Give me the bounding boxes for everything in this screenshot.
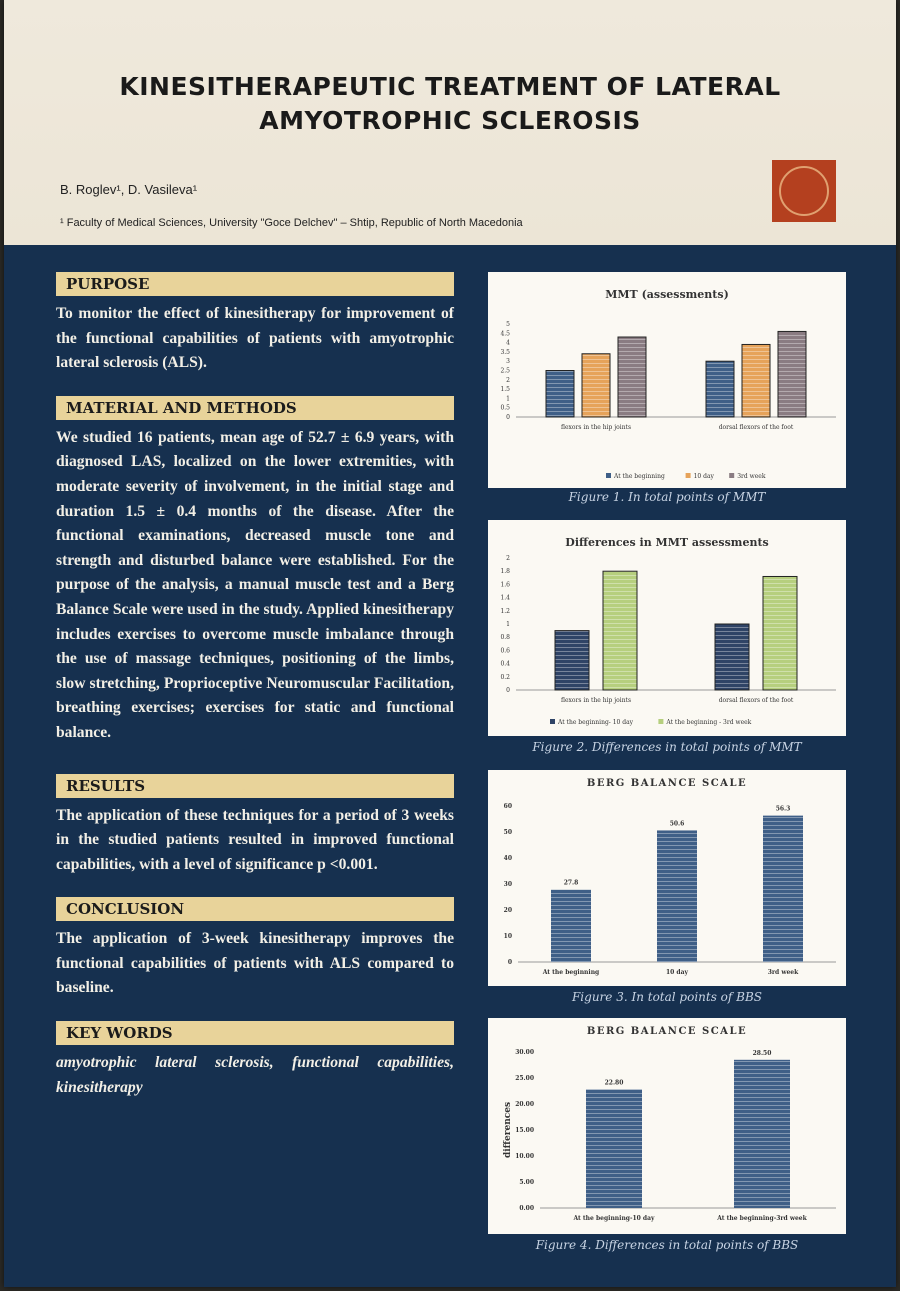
methods-heading: MATERIAL AND METHODS <box>56 396 454 420</box>
y-tick-label: 0.00 <box>519 1205 534 1212</box>
keywords-text: amyotrophic lateral sclerosis, functional capabilities, kinesitherapy <box>56 1054 454 1096</box>
y-tick-label: 60 <box>503 803 512 810</box>
bar <box>603 571 637 690</box>
keywords-section <box>56 1021 454 1100</box>
chart-title: Differences in MMT assessments <box>565 536 769 549</box>
y-tick-label: 0 <box>507 959 512 966</box>
data-label: 27.8 <box>563 879 579 887</box>
x-tick-label: flexors in the hip joints <box>560 424 632 431</box>
figure-3-caption: Figure 3. In total points of BBS <box>571 990 763 1004</box>
chart-bbs-differences <box>488 1018 846 1234</box>
bar <box>763 576 797 690</box>
y-tick-label: 1.5 <box>500 386 510 394</box>
title-line-2: AMYOTROPHIC SCLEROSIS <box>259 106 641 135</box>
y-tick-label: 50 <box>503 829 512 836</box>
bar <box>734 1060 790 1208</box>
keywords-heading: KEY WORDS <box>56 1021 454 1045</box>
bar <box>763 816 803 962</box>
chart-1-box <box>488 272 846 488</box>
x-tick-label: dorsal flexors of the foot <box>718 424 794 431</box>
chart-2-box <box>488 520 846 736</box>
chart-3-box <box>488 770 846 986</box>
y-tick-label: 5 <box>506 321 510 328</box>
bar <box>551 890 591 962</box>
bar <box>706 361 734 417</box>
university-logo <box>772 160 836 222</box>
legend-entry: At the beginning- 10 day <box>558 719 634 726</box>
x-tick-label: 10 day <box>665 969 689 976</box>
y-tick-label: 4.5 <box>500 330 510 338</box>
data-label: 22.80 <box>604 1079 624 1087</box>
y-tick-label: 3 <box>506 358 510 366</box>
y-tick-label: 1.8 <box>500 568 510 576</box>
x-tick-label: At the beginning-3rd week <box>717 1215 807 1222</box>
y-tick-label: 2 <box>506 376 510 384</box>
x-tick-label: At the beginning-10 day <box>573 1215 655 1222</box>
logo-seal-icon <box>779 166 829 216</box>
bar <box>742 344 770 417</box>
y-tick-label: 20.00 <box>515 1101 534 1108</box>
chart-mmt-assessments <box>488 272 846 488</box>
legend-swatch <box>729 473 734 478</box>
y-tick-label: 0.2 <box>500 673 510 681</box>
methods-section <box>56 396 454 746</box>
y-tick-label: 0.4 <box>500 660 510 668</box>
legend-entry: At the beginning - 3rd week <box>666 719 752 726</box>
results-text: The application of these techniques for a period of 3 weeks in the studied patients resulted in improved functional capabilities, with a level of significance p <0.001. <box>56 806 454 873</box>
y-tick-label: 1.4 <box>500 594 510 602</box>
y-tick-label: 4 <box>506 339 510 347</box>
y-tick-label: 15.00 <box>515 1127 534 1134</box>
bar <box>618 337 646 417</box>
bar <box>546 371 574 418</box>
bar <box>778 331 806 417</box>
y-tick-label: 0 <box>506 414 510 421</box>
conclusion-section <box>56 897 454 1001</box>
y-tick-label: 5.00 <box>519 1179 534 1186</box>
bar <box>555 631 589 690</box>
data-label: 56.3 <box>775 805 791 813</box>
text-column <box>56 272 454 1100</box>
authors: B. Roglev¹, D. Vasileva¹ <box>60 182 198 197</box>
results-section <box>56 774 454 878</box>
y-tick-label: 0.8 <box>500 634 510 642</box>
y-tick-label: 0 <box>506 687 510 694</box>
figure-1-caption: Figure 1. In total points of MMT <box>568 490 766 504</box>
affiliation: ¹ Faculty of Medical Sciences, University "Goce Delchev" – Shtip, Republic of North Macedonia <box>60 217 523 229</box>
legend-entry: At the beginning <box>614 473 665 480</box>
bar <box>657 830 697 962</box>
x-tick-label: flexors in the hip joints <box>560 697 632 704</box>
chart-4-box <box>488 1018 846 1234</box>
poster-header <box>4 0 896 245</box>
legend-swatch <box>606 473 611 478</box>
y-tick-label: 1.6 <box>500 581 510 589</box>
bar <box>582 354 610 417</box>
data-label: 50.6 <box>669 820 685 828</box>
y-tick-label: 2 <box>506 555 510 562</box>
methods-text: We studied 16 patients, mean age of 52.7 ± 6.9 years, with diagnosed LAS, localized on the lower extremities, with moderate severity of involvement, in the initial stage and duration 1.5 ± 0.4 months of the disease. After the functional examinations, decreased muscle tone and strength and disturbed balance were established. For the purpose of the analysis, a manual muscle test and a Berg Balance Scale were used in the study. Applied kinesitherapy includes exercises to overcome muscle imbalance through the use of massage techniques, positioning of the limbs, slow stretching, Proprioceptive Neuromuscular Facilitation, breathing exercises; exercises for static and functional balance. <box>56 428 454 741</box>
y-tick-label: 1.2 <box>500 607 510 615</box>
bar <box>586 1089 642 1208</box>
chart-bbs-totals <box>488 770 846 986</box>
poster <box>4 0 896 1287</box>
y-tick-label: 30 <box>503 881 512 888</box>
legend-entry: 3rd week <box>737 473 766 480</box>
y-tick-label: 0.6 <box>500 647 510 655</box>
results-heading: RESULTS <box>56 774 454 798</box>
x-tick-label: dorsal flexors of the foot <box>718 697 794 704</box>
y-axis-label: differences <box>503 1101 513 1159</box>
purpose-section <box>56 272 454 376</box>
data-label: 28.50 <box>752 1049 772 1057</box>
poster-title <box>44 70 856 138</box>
y-tick-label: 40 <box>503 855 512 862</box>
y-tick-label: 1 <box>506 395 510 403</box>
purpose-text: To monitor the effect of kinesitherapy for improvement of the functional capabilities of patients with amyotrophic lateral sclerosis (ALS). <box>56 305 454 372</box>
chart-title: BERG BALANCE SCALE <box>586 778 748 789</box>
title-line-1: KINESITHERAPEUTIC TREATMENT OF LATERAL <box>119 72 781 101</box>
y-tick-label: 1 <box>506 621 510 628</box>
legend-entry: 10 day <box>693 473 714 480</box>
y-tick-label: 10 <box>503 933 512 940</box>
y-tick-label: 10.00 <box>515 1153 534 1160</box>
y-tick-label: 2.5 <box>500 367 510 375</box>
figure-2-caption: Figure 2. Differences in total points of MMT <box>532 740 802 754</box>
conclusion-text: The application of 3-week kinesitherapy improves the functional capabilities of patients with ALS compared to baseline. <box>56 930 454 997</box>
legend-swatch <box>686 473 691 478</box>
y-tick-label: 3.5 <box>500 348 510 356</box>
y-tick-label: 20 <box>503 907 512 914</box>
y-tick-label: 25.00 <box>515 1075 534 1082</box>
bar <box>715 624 749 690</box>
conclusion-heading: CONCLUSION <box>56 897 454 921</box>
purpose-heading: PURPOSE <box>56 272 454 296</box>
figure-4-caption: Figure 4. Differences in total points of BBS <box>535 1238 799 1252</box>
y-tick-label: 30.00 <box>515 1049 534 1056</box>
legend-swatch <box>658 719 663 724</box>
y-tick-label: 0.5 <box>500 404 510 412</box>
x-tick-label: At the beginning <box>542 969 600 976</box>
chart-title: BERG BALANCE SCALE <box>586 1026 748 1037</box>
chart-title: MMT (assessments) <box>605 288 729 301</box>
legend-swatch <box>550 719 555 724</box>
chart-mmt-differences <box>488 520 846 736</box>
x-tick-label: 3rd week <box>767 969 799 976</box>
